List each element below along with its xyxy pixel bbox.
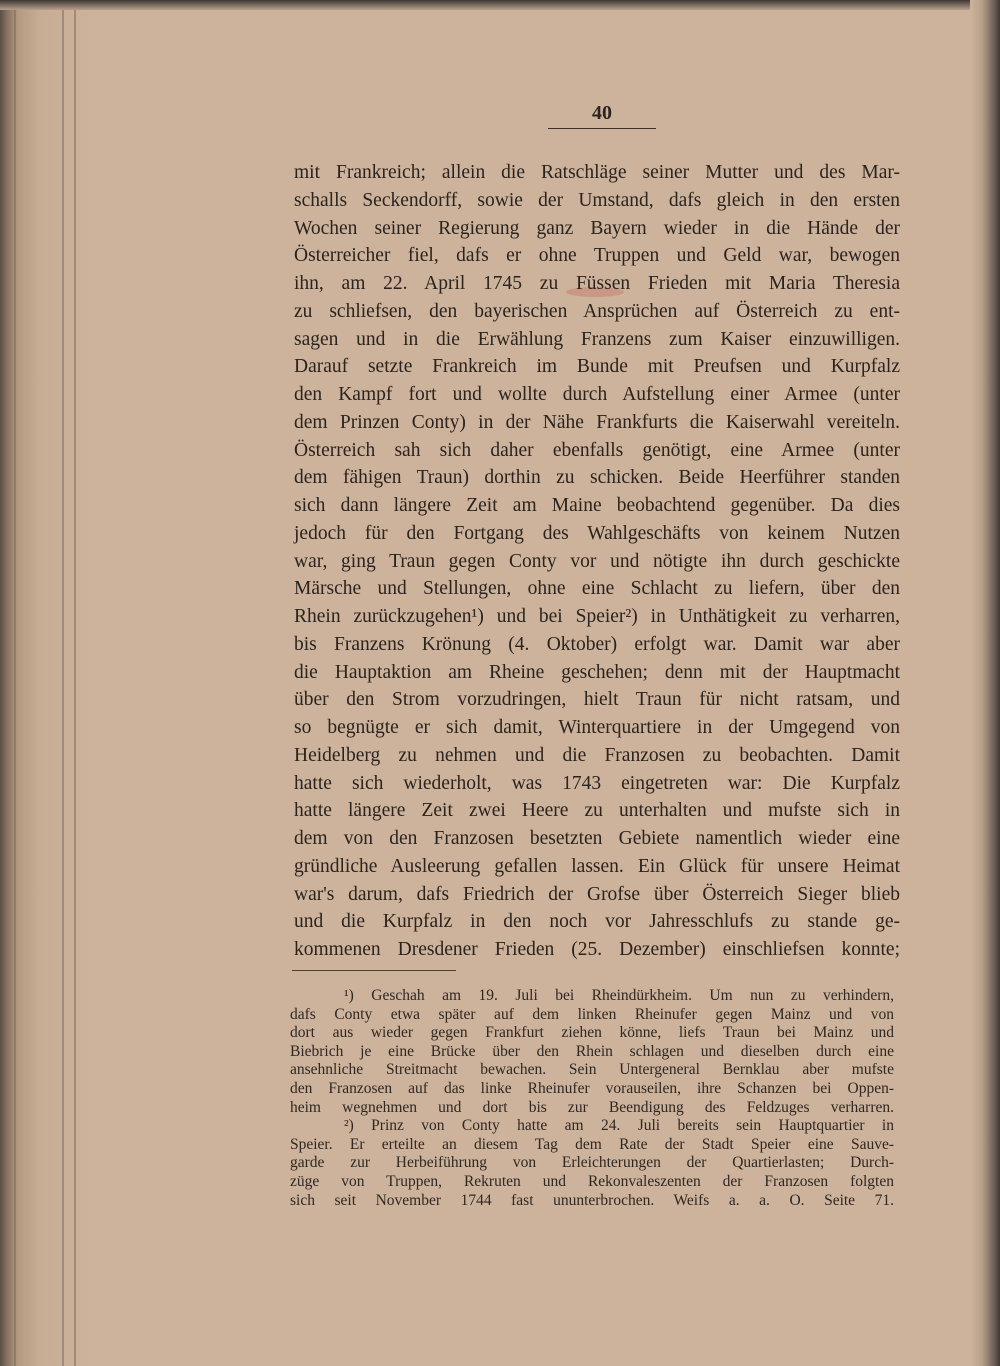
footnote-line: heim wegnehmen und dort bis zur Beendigung des Feldzuges verharren. — [290, 1098, 894, 1116]
footnote-line: ansehnliche Streitmacht bewachen. Sein Untergeneral Bernklau aber mufste — [290, 1061, 894, 1079]
body-line: zu schliefsen, den bayerischen Ansprüchen auf Österreich zu ent- — [294, 300, 900, 322]
body-line: ihn, am 22. April 1745 zu Füssen Frieden mit Maria Theresia — [294, 273, 900, 294]
page-right-edge — [970, 0, 1000, 1366]
body-line: Märsche und Stellungen, ohne eine Schlacht zu liefern, über den — [294, 578, 900, 600]
page-number-rule — [548, 128, 656, 129]
page-top-edge — [0, 0, 1000, 10]
body-line: war's darum, dafs Friedrich der Grofse über Österreich Sieger blieb — [294, 883, 900, 905]
footnote-rule — [292, 970, 456, 971]
body-line: so begnügte er sich damit, Winterquartiere in der Umgegend von — [294, 717, 900, 738]
footnote-line: dort aus wieder gegen Frankfurt ziehen könne, liefs Traun bei Mainz und — [290, 1024, 894, 1042]
footnote-line: ¹) Geschah am 19. Juli bei Rheindürkheim. Um nun zu verhindern, — [344, 987, 894, 1004]
body-line: war, ging Traun gegen Conty vor und nötigte ihn durch geschickte — [294, 550, 900, 572]
body-line: die Hauptaktion am Rheine geschehen; denn mit der Hauptmacht — [294, 661, 900, 683]
body-line: Österreicher fiel, dafs er ohne Truppen und Geld war, bewogen — [294, 245, 900, 267]
footnote-line: dafs Conty etwa später auf dem linken Rheinufer gegen Mainz und von — [290, 1005, 894, 1023]
body-line: Darauf setzte Frankreich im Bunde mit Preufsen und Kurpfalz — [294, 356, 900, 378]
body-line: kommenen Dresdener Frieden (25. Dezember) einschliefsen konnte; — [294, 939, 900, 960]
body-line: sich dann längere Zeit am Maine beobachtend gegenüber. Da dies — [294, 495, 900, 516]
body-line: schalls Seckendorff, sowie der Umstand, dafs gleich in den ersten — [294, 189, 900, 211]
binding-edge-line — [14, 0, 16, 1366]
footnote-line: ²) Prinz von Conty hatte am 24. Juli bereits sein Hauptquartier in — [344, 1117, 894, 1135]
footnote-line: züge von Truppen, Rekruten und Rekonvaleszenten der Franzosen folgten — [290, 1173, 894, 1190]
body-line: Wochen seiner Regierung ganz Bayern wieder in die Hände der — [294, 217, 900, 239]
body-line: dem Prinzen Conty) in der Nähe Frankfurts die Kaiserwahl vereiteln. — [294, 411, 900, 433]
body-line: den Kampf fort und wollte durch Aufstellung einer Armee (unter — [294, 384, 900, 405]
binding-edge-line — [62, 0, 64, 1366]
body-line: hatte längere Zeit zwei Heere zu unterhalten und mufste sich in — [294, 800, 900, 822]
body-line: und die Kurpfalz in den noch vor Jahresschlufs zu stande ge- — [294, 911, 900, 933]
body-line: Österreich sah sich daher ebenfalls genötigt, eine Armee (unter — [294, 439, 900, 461]
body-line: dem von den Franzosen besetzten Gebiete namentlich wieder eine — [294, 828, 900, 849]
body-line: dem fähigen Traun) dorthin zu schicken. Beide Heerführer standen — [294, 467, 900, 489]
body-line: Heidelberg zu nehmen und die Franzosen zu beobachten. Damit — [294, 744, 900, 766]
body-line: sagen und in die Erwählung Franzens zum Kaiser einzuwilligen. — [294, 328, 900, 350]
footnote-line: Speier. Er erteilte an diesem Tag dem Rate der Stadt Speier eine Sauve- — [290, 1135, 894, 1153]
body-line: gründliche Ausleerung gefallen lassen. Ein Glück für unsere Heimat — [294, 855, 900, 877]
body-line: bis Franzens Krönung (4. Oktober) erfolgt war. Damit war aber — [294, 633, 900, 655]
footnote-line: garde zur Herbeiführung von Erleichterungen der Quartierlasten; Durch- — [290, 1154, 894, 1172]
body-line: jedoch für den Fortgang des Wahlgeschäfts von keinem Nutzen — [294, 522, 900, 544]
page-number: 40 — [592, 102, 612, 124]
body-line: über den Strom vorzudringen, hielt Traun für nicht ratsam, und — [294, 689, 900, 711]
binding-edge-line — [74, 0, 76, 1366]
footnote-line: Biebrich je eine Brücke über den Rhein schlagen und dieselben durch eine — [290, 1042, 894, 1060]
body-line: mit Frankreich; allein die Ratschläge seiner Mutter und des Mar- — [294, 162, 900, 183]
footnote-line: sich seit November 1744 fast ununterbrochen. Weifs a. a. O. Seite 71. — [290, 1191, 894, 1209]
body-line: Rhein zurückzugehen¹) und bei Speier²) in Unthätigkeit zu verharren, — [294, 606, 900, 627]
footnote-line: den Franzosen auf das linke Rheinufer vorauseilen, ihre Schanzen bei Oppen- — [290, 1080, 894, 1097]
body-line: hatte sich wiederholt, was 1743 eingetreten war: Die Kurpfalz — [294, 772, 900, 794]
